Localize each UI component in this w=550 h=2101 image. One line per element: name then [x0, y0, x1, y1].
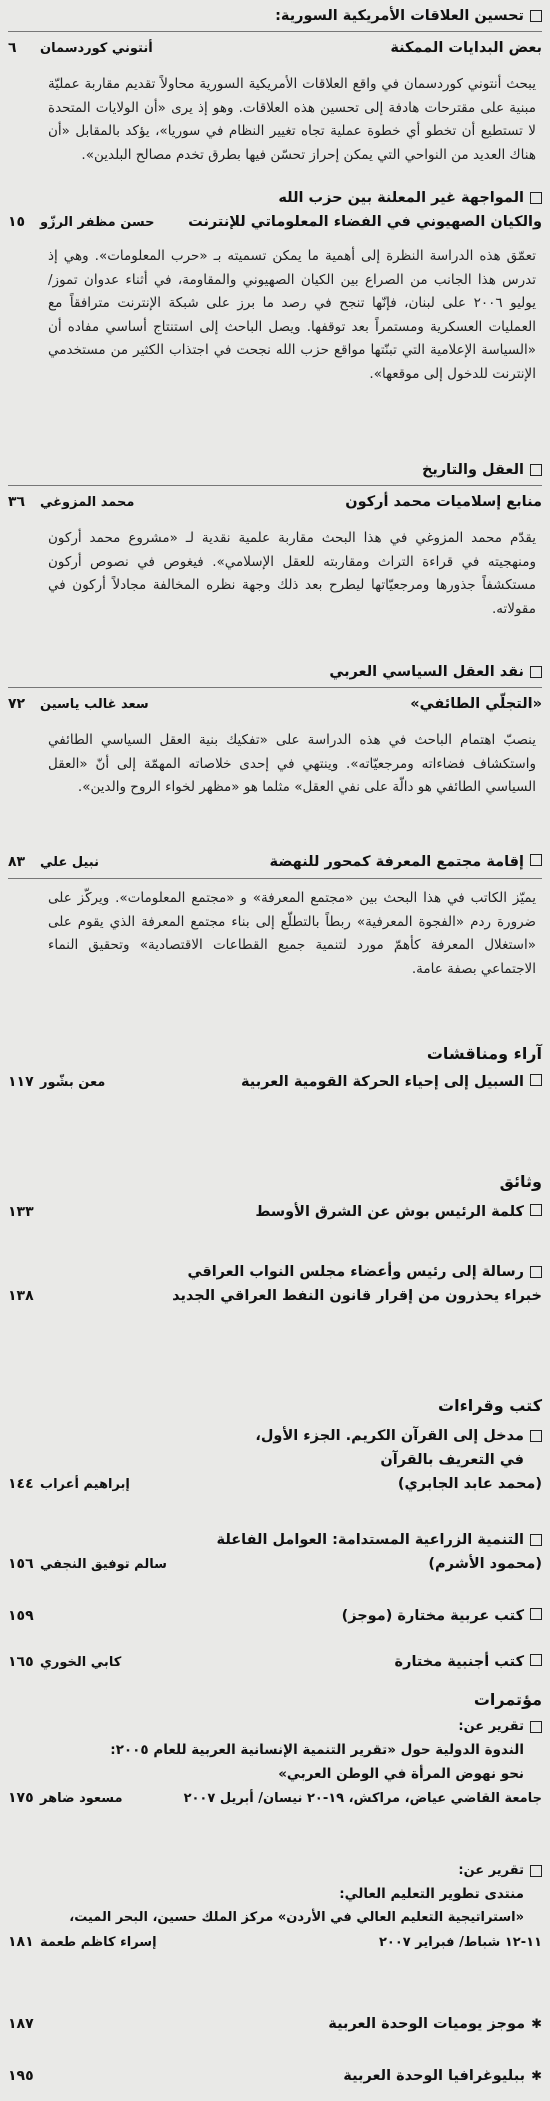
toc-item-line3: ١١-١٢ شباط/ فبراير ٢٠٠٧ إسراء كاظم طعمة ١٨١ — [8, 1930, 542, 1955]
article-title-line2: «التجلّي الطائفي» سعد غالب ياسين ٧٢ — [8, 692, 542, 717]
page-number: ١٨٧ — [8, 2016, 34, 2032]
checkbox-icon — [530, 10, 542, 22]
toc-item-line: ✱ موجز يوميات الوحدة العربية ١٨٧ — [8, 2012, 542, 2037]
checkbox-icon — [530, 666, 542, 678]
toc-item-line3: (محمد عابد الجابري) إبراهيم أعراب ١٤٤ — [8, 1472, 542, 1497]
article-author: أنتوني كوردسمان — [40, 41, 153, 56]
article-abstract: يبحث أنتوني كوردسمان في واقع العلاقات الأمريكية السورية محاولاً تقديم مقاربة عمليّة مبنية على مقترحات هادفة إلى تحسين هذه العلاقات. وهو إذ يرى «أن الولايات المتحدة لا تستطيع أن تخطو أي خطوة عملية تجاه تغيير النظام في سوريا»، يؤكد بالمقابل «أن هناك العديد من النواحي التي يمكن إحراز تحسّن فيها بطرق تخدم مصالح البلدين». — [48, 76, 536, 163]
item-author: إبراهيم أعراب — [40, 1477, 130, 1492]
page-number: ١٥ — [8, 214, 26, 230]
page-number: ١٩٥ — [8, 2068, 34, 2084]
checkbox-icon — [530, 1534, 542, 1546]
section-title-documents: وثائق — [499, 1172, 542, 1191]
toc-item-line3: جامعة القاضي عياض، مراكش، ١٩-٢٠ نيسان/ أبريل ٢٠٠٧ مسعود ضاهر ١٧٥ — [8, 1786, 542, 1811]
article-entry[interactable] — [8, 850, 542, 981]
section-title-opinions: آراء ومناقشات — [426, 1044, 542, 1063]
checkbox-icon — [530, 854, 542, 866]
checkbox-icon — [530, 1074, 542, 1086]
item-author: مسعود ضاهر — [40, 1791, 123, 1806]
toc-item-line: ✱ ببليوغرافيا الوحدة العربية ١٩٥ — [8, 2064, 542, 2089]
article-entry[interactable] — [8, 4, 542, 167]
page-number: ٦ — [8, 40, 17, 56]
page-number: ١٥٦ — [8, 1556, 34, 1572]
article-title-line2: منابع إسلاميات محمد أركون محمد المزوغي ٣٦ — [8, 490, 542, 515]
item-author: إسراء كاظم طعمة — [40, 1935, 157, 1950]
article-entry[interactable] — [8, 186, 542, 386]
article-abstract: يميّز الكاتب في هذا البحث بين «مجتمع المعرفة» و «مجتمع المعلومات». ويركّز على ضرورة ردم «الفجوة المعرفية» ربطاً بالتطلّع إلى بناء مجتمع المعرفة الذي يقوم على «استغلال المعرفة كأهمّ مورد لتنمية جميع القطاعات الاقتصادية» وتحقيق النماء الاجتماعي بصفة عامة. — [48, 890, 536, 977]
report-label: تقرير عن: — [8, 1716, 542, 1738]
checkbox-icon — [530, 464, 542, 476]
page-number: ٧٢ — [8, 696, 26, 712]
report-label: تقرير عن: — [8, 1860, 542, 1882]
section-title-conferences: مؤتمرات — [473, 1690, 542, 1709]
section-title-books: كتب وقراءات — [438, 1396, 542, 1415]
asterisk-icon: ✱ — [531, 2069, 542, 2084]
article-entry[interactable] — [8, 458, 542, 621]
toc-item-line2: «استراتيجية التعليم العالي في الأردن» مركز الملك حسين، البحر الميت، — [69, 1910, 524, 1925]
toc-item[interactable] — [8, 1650, 542, 1675]
checkbox-icon — [530, 1266, 542, 1278]
article-entry[interactable] — [8, 660, 542, 800]
toc-item-line: كتب عربية مختارة (موجز) ١٥٩ — [8, 1604, 542, 1628]
toc-item[interactable] — [8, 1716, 542, 1811]
toc-item[interactable] — [8, 1860, 542, 1955]
toc-item-line: مدخل إلى القرآن الكريم. الجزء الأول، — [8, 1424, 542, 1448]
divider — [8, 878, 542, 879]
page-number: ١٦٥ — [8, 1654, 34, 1670]
item-author: سالم توفيق النجفي — [40, 1557, 167, 1572]
toc-item[interactable] — [8, 2012, 542, 2037]
article-title-line1: المواجهة غير المعلنة بين حزب الله — [8, 186, 542, 210]
toc-item-line: السبيل إلى إحياء الحركة القومية العربية معن بشّور ١١٧ — [8, 1070, 542, 1095]
item-author: معن بشّور — [40, 1075, 106, 1090]
divider — [8, 687, 542, 688]
toc-item[interactable] — [8, 1528, 542, 1577]
page-number: ٣٦ — [8, 494, 26, 510]
checkbox-icon — [530, 1204, 542, 1216]
toc-item-line: منتدى تطوير التعليم العالي: — [339, 1886, 524, 1902]
article-abstract: يقدّم محمد المزوغي في هذا البحث مقاربة علمية نقدية لـ «مشروع محمد أركون ومنهجيته في قراءة التراث ومقاربته للعقل الإسلامي». فيغوص في نصوص أركون مستكشفاً جذورها ومرجعيّاتها ليطرح بعد ذلك وجهة نظره المخالفة مجادلاً أركون في مقولاته. — [48, 530, 536, 617]
article-title-line1: إقامة مجتمع المعرفة كمحور للنهضة نبيل علي ٨٣ — [8, 850, 542, 875]
checkbox-icon — [530, 1654, 542, 1666]
page-number: ١٣٣ — [8, 1204, 34, 1220]
page-number: ١٥٩ — [8, 1608, 34, 1624]
toc-item-line2: في التعريف بالقرآن — [380, 1452, 524, 1468]
checkbox-icon — [530, 1865, 542, 1877]
page-number: ١١٧ — [8, 1074, 34, 1090]
toc-item[interactable] — [8, 1604, 542, 1628]
checkbox-icon — [530, 1608, 542, 1620]
toc-item-line: الندوة الدولية حول «تقرير التنمية الإنسانية العربية للعام ٢٠٠٥: — [110, 1742, 524, 1758]
toc-item[interactable] — [8, 2064, 542, 2089]
toc-item-line: رسالة إلى رئيس وأعضاء مجلس النواب العراقي — [8, 1260, 542, 1284]
article-abstract: تعمّق هذه الدراسة النظرة إلى أهمية ما يمكن تسميته بـ «حرب المعلومات». وهي إذ تدرس هذا الجانب من الصراع بين الكيان الصهيوني والمقاومة، في أثناء عدوان تموز/يوليو ٢٠٠٦ على لبنان، فإنّها تنجح في رصد ما برز على شبكة الإنترنت مترافقاً مع العمليات العسكرية ومستمراً بعد توقفها. ويصل الباحث إلى استنتاج أساسي مفاده أن «السياسة الإعلامية التي تبنّتها مواقع حزب الله نجحت في اجتذاب الكثير من مستخدمي الإنترنت للدخول إلى موقعها». — [48, 248, 537, 382]
toc-item-line: التنمية الزراعية المستدامة: العوامل الفاعلة — [8, 1528, 542, 1552]
toc-item-line2: نحو نهوض المرأة في الوطن العربي» — [278, 1766, 524, 1782]
article-title-line1: نقد العقل السياسي العربي — [8, 660, 542, 684]
article-title-line2: والكيان الصهيوني في الفضاء المعلوماتي للإنترنت حسن مظفر الرزّو ١٥ — [8, 210, 542, 235]
checkbox-icon — [530, 192, 542, 204]
page-number: ٨٣ — [8, 854, 26, 870]
checkbox-icon — [530, 1721, 542, 1733]
page-number: ١٣٨ — [8, 1288, 34, 1304]
toc-item[interactable] — [8, 1260, 542, 1308]
toc-item-line: كلمة الرئيس بوش عن الشرق الأوسط ١٣٣ — [8, 1200, 542, 1224]
divider — [8, 31, 542, 32]
toc-item-line: كتب أجنبية مختارة كابي الخوري ١٦٥ — [8, 1650, 542, 1675]
page-number: ١٧٥ — [8, 1790, 34, 1806]
article-author: سعد غالب ياسين — [40, 697, 149, 712]
article-author: محمد المزوغي — [40, 495, 135, 510]
toc-item[interactable] — [8, 1070, 542, 1095]
divider — [8, 485, 542, 486]
article-title-line2: بعض البدايات الممكنة أنتوني كوردسمان ٦ — [8, 36, 542, 61]
toc-item[interactable] — [8, 1424, 542, 1497]
toc-item-line2: خبراء يحذرون من إقرار قانون النفط العراقي الجديد ١٣٨ — [8, 1284, 542, 1308]
article-author: نبيل علي — [40, 855, 99, 870]
page-number: ١٤٤ — [8, 1476, 34, 1492]
article-title-line1: تحسين العلاقات الأمريكية السورية: — [8, 4, 542, 28]
article-title-line1: العقل والتاريخ — [8, 458, 542, 482]
item-author: كابي الخوري — [40, 1655, 122, 1670]
article-abstract: ينصبّ اهتمام الباحث في هذه الدراسة على «تفكيك بنية العقل السياسي الطائفي واستكشاف فضاءاته ومرجعيّاته». وينتهي في إحدى خلاصاته المهمّة إلى أنّ «العقل السياسي الطائفي هو دالّة على نفي العقل» مثلما هو «مظهر لخواء الروح والدين». — [48, 732, 536, 795]
page-number: ١٨١ — [8, 1934, 34, 1950]
toc-item-line2: (محمود الأشرم) سالم توفيق النجفي ١٥٦ — [8, 1552, 542, 1577]
article-author: حسن مظفر الرزّو — [40, 215, 155, 230]
toc-item[interactable] — [8, 1200, 542, 1224]
checkbox-icon — [530, 1430, 542, 1442]
asterisk-icon: ✱ — [531, 2017, 542, 2032]
